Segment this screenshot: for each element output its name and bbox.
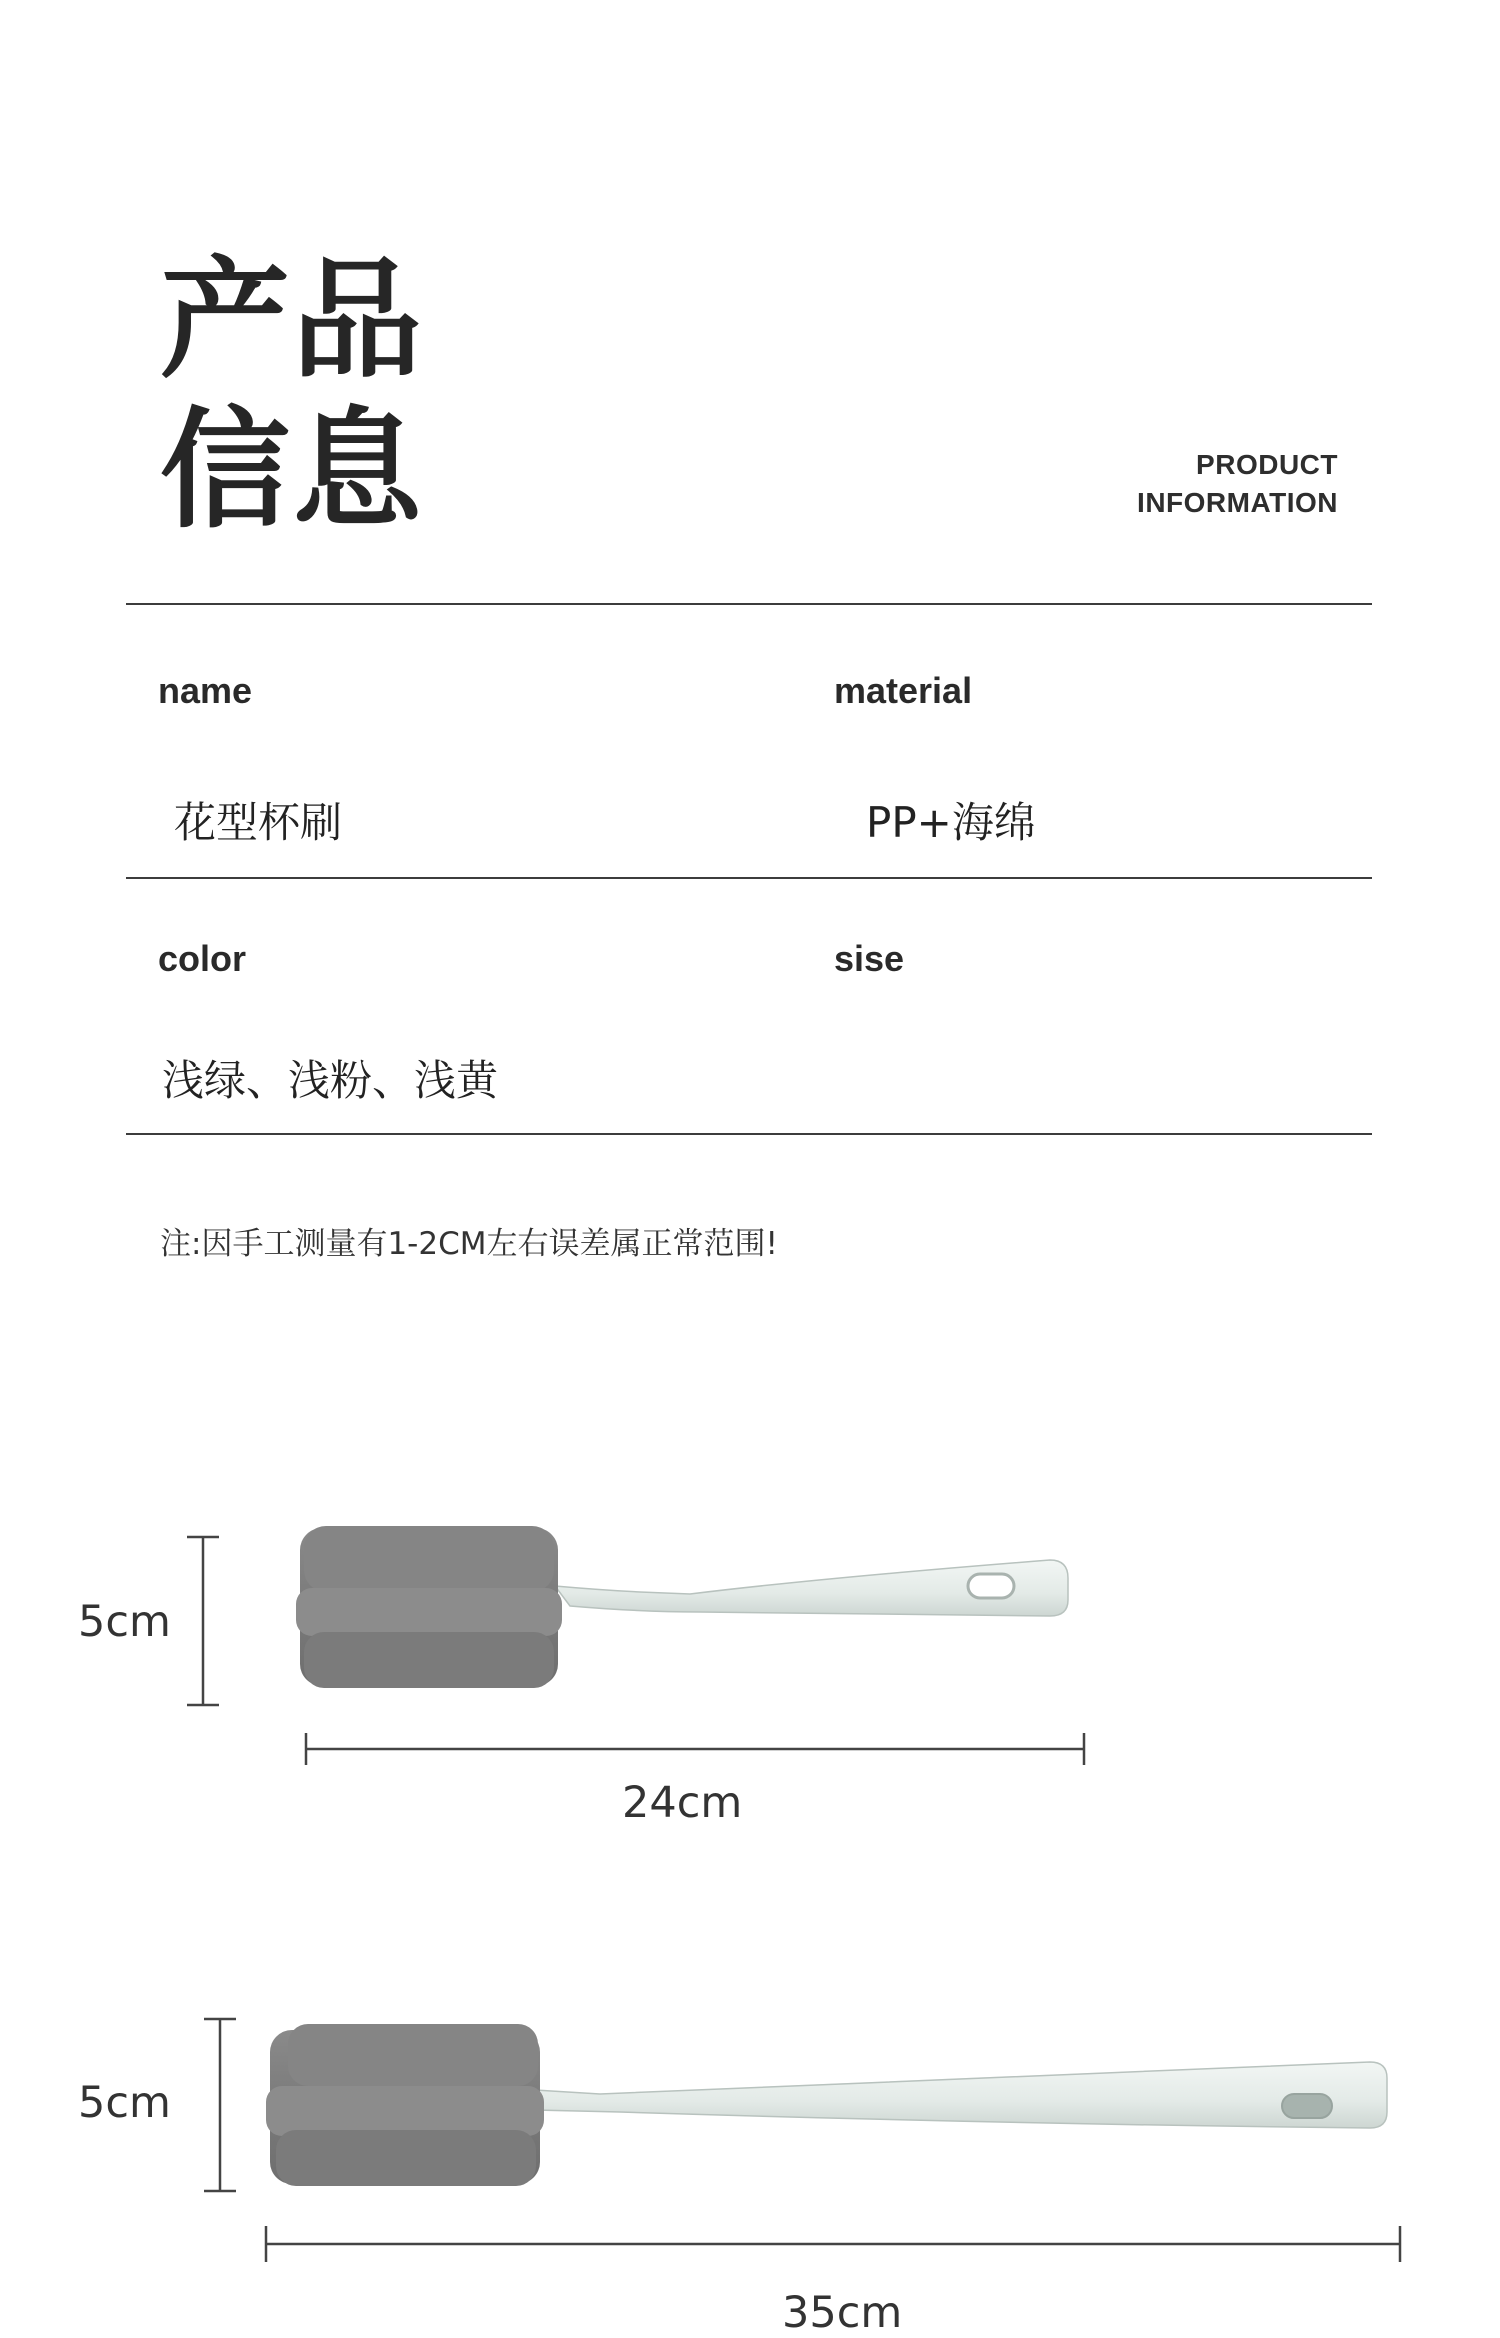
brush-long-length-dim <box>266 2226 1400 2262</box>
material-label: material <box>834 670 973 711</box>
brush-long-length-label: 35cm <box>782 2288 903 2338</box>
brush-long-height-dim <box>204 2019 236 2191</box>
brush-short-length-label: 24cm <box>622 1778 743 1828</box>
title-line-2: 信息 <box>160 394 425 546</box>
brush-short-sponge-bottom <box>304 1632 554 1688</box>
brush-short-sponge-top <box>304 1526 554 1592</box>
color-value: 浅绿、浅粉、浅黄 <box>162 1056 499 1105</box>
brush-short-length-dim <box>306 1733 1084 1765</box>
brush-long <box>266 2024 1387 2186</box>
measurement-note: 注:因手工测量有1-2CM左右误差属正常范围! <box>160 1226 778 1262</box>
brush-long-sponge-mid <box>266 2086 544 2136</box>
name-value: 花型杯刷 <box>174 798 343 847</box>
brush-short-sponge-mid <box>296 1588 562 1636</box>
brush-short <box>296 1526 1068 1688</box>
title-line-1: 产品 <box>160 244 425 396</box>
brush-short-height-label: 5cm <box>78 1597 171 1647</box>
title-en-line-1: PRODUCT <box>1196 449 1338 480</box>
brush-long-hang-hole <box>1282 2094 1332 2118</box>
size-label: sise <box>834 938 905 979</box>
brush-long-sponge-bottom <box>276 2130 536 2186</box>
material-value: PP+海绵 <box>866 798 1036 847</box>
title-en-line-2: INFORMATION <box>1137 487 1338 518</box>
color-label: color <box>158 938 247 979</box>
brush-long-sponge-top <box>288 2024 538 2086</box>
name-label: name <box>158 670 253 711</box>
brush-long-height-label: 5cm <box>78 2078 171 2128</box>
brush-short-height-dim <box>187 1537 219 1705</box>
brush-long-handle <box>535 2062 1387 2128</box>
brush-short-hang-hole <box>968 1574 1014 1598</box>
